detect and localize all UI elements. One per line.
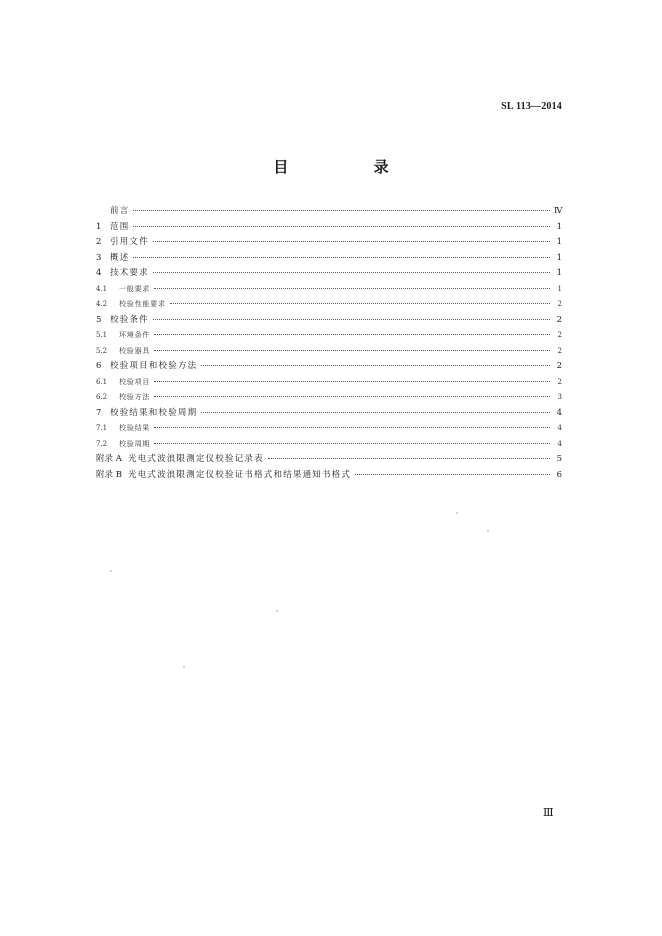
table-of-contents [96, 204, 562, 483]
toc-dot-leader [170, 295, 550, 304]
toc-entry-number: 6.2 [96, 393, 108, 401]
toc-entry-number: 附录 A [96, 454, 122, 464]
toc-entry-label: 校验周期 [119, 439, 151, 448]
toc-dot-leader [133, 202, 550, 211]
toc-entry-page: 6 [556, 469, 562, 480]
toc-entry-page: 2 [557, 300, 562, 308]
toc-entry-label: 校验器具 [119, 346, 151, 355]
toc-entry-page: Ⅳ [554, 206, 563, 216]
toc-entry-number: 7 [96, 407, 102, 418]
toc-entry-number: 5 [96, 314, 102, 325]
toc-dot-leader [201, 404, 550, 413]
toc-entry-page: 1 [556, 252, 562, 263]
scan-speck [110, 570, 112, 572]
toc-entry-page: 5 [556, 454, 562, 464]
toc-dot-leader [154, 280, 550, 289]
toc-dot-leader [268, 450, 550, 459]
toc-entry-appendix-b[interactable] [96, 468, 562, 484]
page-title: 目 录 [273, 158, 429, 176]
toc-dot-leader [154, 373, 550, 382]
toc-entry-number: 2 [96, 237, 102, 247]
toc-dot-leader [153, 233, 550, 242]
toc-entry-page: 4 [557, 439, 562, 448]
toc-entry-page: 1 [556, 221, 562, 232]
toc-entry-page: 2 [556, 361, 562, 371]
page-number: Ⅲ [543, 807, 554, 819]
toc-entry-label: 技术要求 [110, 268, 149, 278]
toc-dot-leader [154, 342, 550, 351]
toc-entry-number: 5.1 [96, 331, 108, 339]
document-code: SL 113—2014 [501, 101, 562, 112]
toc-entry-number: 3 [96, 252, 102, 263]
toc-entry-number: 6.1 [96, 377, 108, 386]
toc-entry-label: 前言 [110, 206, 130, 216]
toc-entry-number: 4.2 [96, 300, 108, 308]
toc-entry-label: 校验性能要求 [119, 300, 166, 308]
toc-entry-label: 校验项目 [119, 377, 151, 386]
toc-entry-page: 4 [556, 407, 562, 418]
scan-speck [456, 512, 458, 514]
toc-entry-label: 校验结果 [119, 424, 151, 432]
toc-entry-label: 光电式波浪限测定仪校验证书格式和结果通知书格式 [128, 469, 352, 480]
toc-dot-leader [201, 357, 550, 366]
scan-speck [487, 530, 489, 532]
toc-entry-label: 光电式波浪限测定仪校验记录表 [128, 454, 264, 464]
toc-dot-leader [154, 419, 550, 428]
toc-entry-number: 7.2 [96, 439, 108, 448]
toc-dot-leader [133, 249, 550, 258]
toc-entry-number: 7.1 [96, 424, 108, 432]
toc-entry-label: 引用文件 [110, 237, 149, 247]
toc-entry-page: 1 [556, 237, 562, 247]
toc-entry-label: 校验条件 [110, 314, 149, 325]
toc-entry-number: 4.1 [96, 284, 108, 293]
toc-entry-page: 3 [557, 393, 562, 401]
toc-dot-leader [154, 326, 550, 335]
toc-entry-label: 校验项目和校验方法 [110, 361, 198, 371]
toc-entry-page: 1 [557, 284, 562, 293]
toc-entry-label: 环境条件 [119, 331, 151, 339]
toc-dot-leader [133, 218, 550, 227]
toc-entry-number: 5.2 [96, 346, 108, 355]
toc-entry-label: 校验结果和校验周期 [110, 407, 198, 418]
toc-entry-number: 6 [96, 361, 102, 371]
toc-entry-page: 2 [557, 377, 562, 386]
toc-entry-page: 2 [557, 331, 562, 339]
scan-speck [276, 610, 278, 612]
toc-dot-leader [154, 435, 550, 444]
scan-speck [183, 666, 185, 668]
toc-dot-leader [355, 466, 550, 475]
toc-entry-label: 校验方法 [119, 393, 151, 401]
toc-entry-number: 附录 B [96, 469, 122, 480]
toc-dot-leader [153, 311, 550, 320]
toc-entry-number: 1 [96, 221, 102, 232]
toc-entry-label: 概述 [110, 252, 130, 263]
toc-entry-page: 2 [557, 346, 562, 355]
toc-entry-label: 一般要求 [119, 284, 151, 293]
toc-entry-number: 4 [96, 268, 102, 278]
toc-entry-page: 1 [556, 268, 562, 278]
toc-dot-leader [153, 264, 550, 273]
toc-entry-page: 4 [557, 424, 562, 432]
toc-entry-label: 范围 [110, 221, 130, 232]
toc-dot-leader [154, 388, 550, 397]
toc-entry-page: 2 [556, 314, 562, 325]
